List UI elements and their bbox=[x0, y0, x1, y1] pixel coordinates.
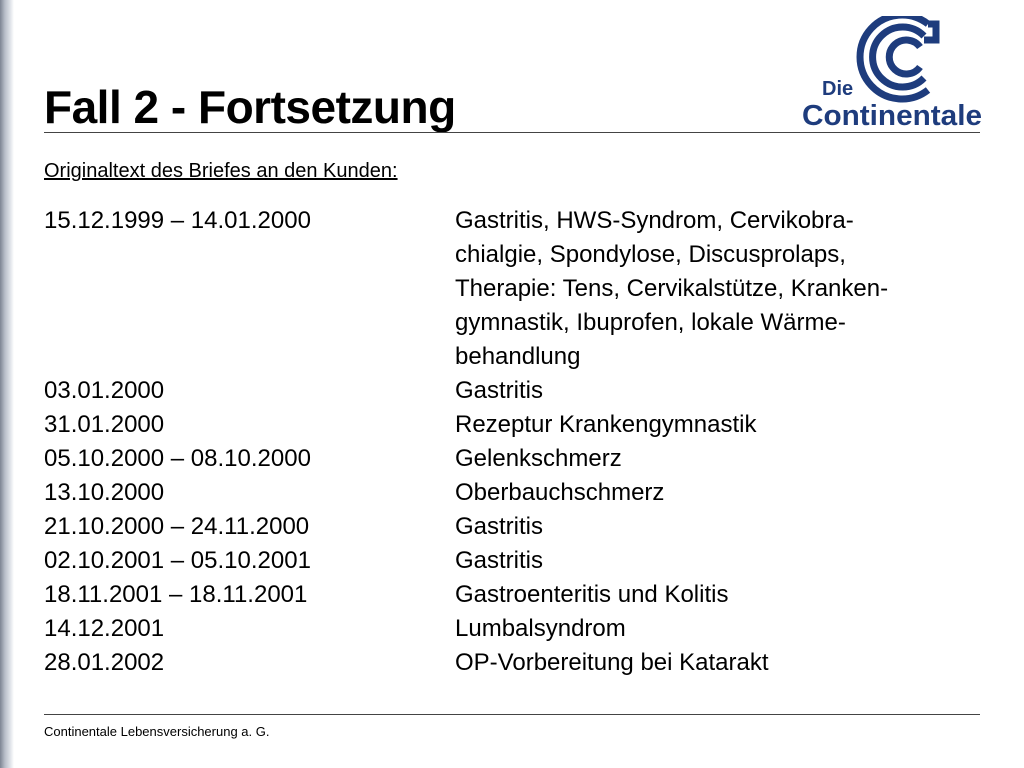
slide-title: Fall 2 - Fortsetzung bbox=[44, 81, 456, 133]
left-decorative-bar bbox=[0, 0, 14, 768]
list-item bbox=[44, 476, 980, 510]
list-item bbox=[44, 408, 980, 442]
list-item bbox=[44, 374, 980, 408]
entry-date: 02.10.2001 – 05.10.2001 bbox=[44, 547, 311, 574]
entry-description: Gastritis bbox=[455, 377, 544, 404]
subtitle: Originaltext des Briefes an den Kunden: bbox=[44, 160, 398, 182]
entry-description: Gelenkschmerz bbox=[455, 445, 622, 472]
entry-description: Rezeptur Krankengymnastik bbox=[455, 411, 757, 438]
entry-date: 15.12.1999 – 14.01.2000 bbox=[44, 207, 311, 234]
list-item bbox=[44, 578, 980, 612]
entry-date: 14.12.2001 bbox=[44, 615, 165, 642]
entry-date: 18.11.2001 – 18.11.2001 bbox=[44, 581, 308, 608]
list-item bbox=[44, 646, 980, 680]
entry-description: Gastritis bbox=[455, 513, 544, 540]
list-item bbox=[44, 510, 980, 544]
footer-divider bbox=[44, 714, 980, 715]
continentale-logo bbox=[800, 16, 986, 132]
list-item bbox=[44, 544, 980, 578]
entry-description: OP-Vorbereitung bei Katarakt bbox=[455, 649, 769, 676]
entry-description: Oberbauchschmerz bbox=[455, 479, 665, 506]
list-item bbox=[44, 442, 980, 476]
title-divider bbox=[44, 132, 980, 133]
entry-date: 21.10.2000 – 24.11.2000 bbox=[44, 513, 310, 540]
entry-description: Gastroenteritis und Kolitis bbox=[455, 581, 729, 608]
entry-date: 03.01.2000 bbox=[44, 377, 165, 404]
entry-date: 13.10.2000 bbox=[44, 479, 165, 506]
logo-text-die: Die bbox=[822, 78, 854, 100]
entry-description: Gastritis, HWS-Syndrom, Cervikobra- chialgie, Spondylose, Discusprolaps, Therapie: Tens, Cervikalstütze, Kranken- gymnastik, Ibuprofen, lokale Wärme- behandlung bbox=[455, 207, 889, 370]
list-item bbox=[44, 204, 980, 374]
entry-description: Gastritis bbox=[455, 547, 544, 574]
entry-date: 05.10.2000 – 08.10.2000 bbox=[44, 445, 311, 472]
footer-text: Continentale Lebensversicherung a. G. bbox=[44, 724, 270, 739]
entry-date: 31.01.2000 bbox=[44, 411, 165, 438]
continentale-c-logo-icon bbox=[800, 16, 986, 132]
entry-date: 28.01.2002 bbox=[44, 649, 165, 676]
entries-list bbox=[44, 204, 980, 680]
entry-description: Lumbalsyndrom bbox=[455, 615, 626, 642]
logo-text-continentale: Continentale bbox=[802, 100, 982, 132]
list-item bbox=[44, 612, 980, 646]
